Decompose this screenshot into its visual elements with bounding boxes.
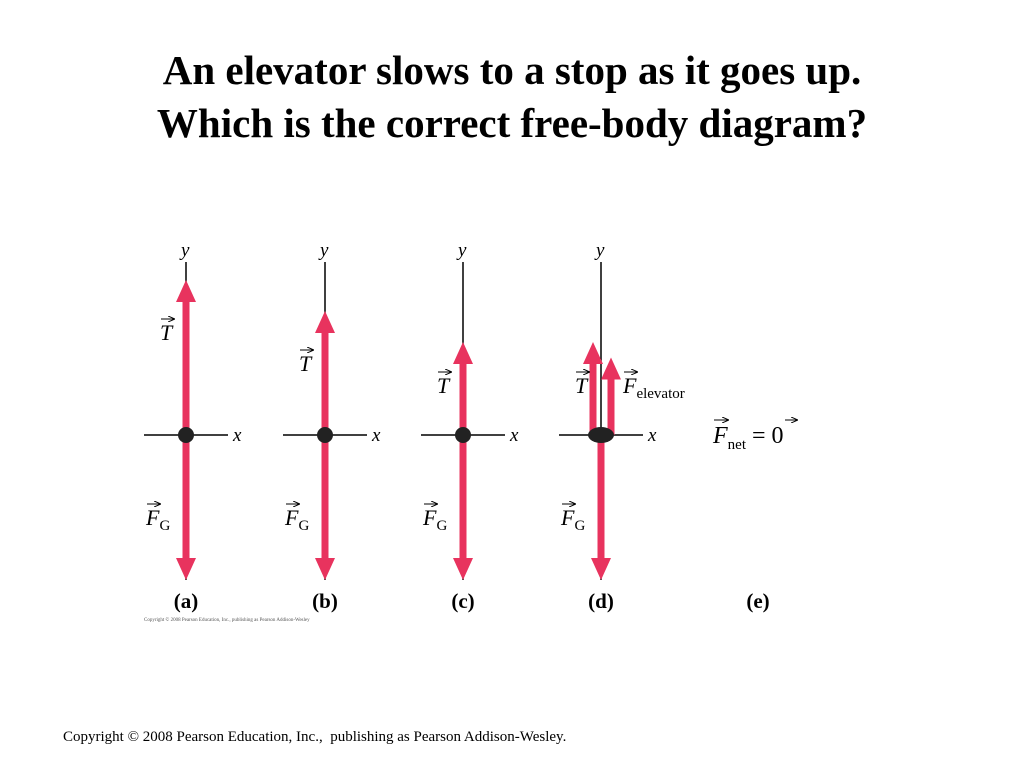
force-f-g-label: $F_G$ <box>285 505 310 534</box>
x-axis-label: x <box>648 425 657 446</box>
x-axis-label: x <box>372 425 381 446</box>
x-axis-label: x <box>233 425 242 446</box>
force-f-g-head <box>453 558 473 580</box>
diagram-a <box>144 240 242 613</box>
force-f-g-label: $F_G$ <box>423 505 448 534</box>
force-f-elevator-head <box>601 358 621 380</box>
force-f-elevator-label: $F_{elevator}$ <box>623 373 685 402</box>
diagram-label-d: (d) <box>588 589 614 613</box>
diagram-e <box>712 420 797 613</box>
footer-copyright: Copyright © 2008 Pearson Education, Inc., publishing as Pearson Addison-Wesley. <box>63 729 567 745</box>
net-force-equation: $F_{net} = 0$ <box>713 423 784 453</box>
force-t-label: T <box>437 373 450 398</box>
force-f-g-label: $F_G$ <box>146 505 171 534</box>
y-axis-label: y <box>320 240 329 261</box>
force-t-head <box>453 342 473 364</box>
particle-dot <box>317 427 333 443</box>
figure-copyright: Copyright © 2008 Pearson Education, Inc., publishing as Pearson Addison-Wesley <box>144 618 310 623</box>
diagram-label-e: (e) <box>746 589 770 613</box>
title-line-2: Which is the correct free-body diagram? <box>156 100 868 146</box>
diagram-label-a: (a) <box>173 589 199 613</box>
force-f-g-head <box>176 558 196 580</box>
diagram-c <box>421 240 519 613</box>
force-t-label: T <box>299 351 312 376</box>
diagram-b <box>283 240 381 613</box>
force-f-g-head <box>591 558 611 580</box>
force-t-head <box>176 280 196 302</box>
particle-dot <box>455 427 471 443</box>
y-axis-label: y <box>458 240 467 261</box>
force-t-head <box>583 342 603 364</box>
force-t-label: T <box>160 320 173 345</box>
diagram-d <box>559 240 685 613</box>
x-axis-label: x <box>510 425 519 446</box>
force-t-label: T <box>575 373 588 398</box>
force-f-g-head <box>315 558 335 580</box>
force-t-head <box>315 311 335 333</box>
diagram-label-c: (c) <box>451 589 475 613</box>
particle-dot <box>178 427 194 443</box>
particle-dot <box>588 427 614 443</box>
force-f-g-label: $F_G$ <box>561 505 586 534</box>
diagram-label-b: (b) <box>312 589 338 613</box>
y-axis-label: y <box>596 240 605 261</box>
title-line-1: An elevator slows to a stop as it goes up. <box>162 47 862 93</box>
y-axis-label: y <box>181 240 190 261</box>
